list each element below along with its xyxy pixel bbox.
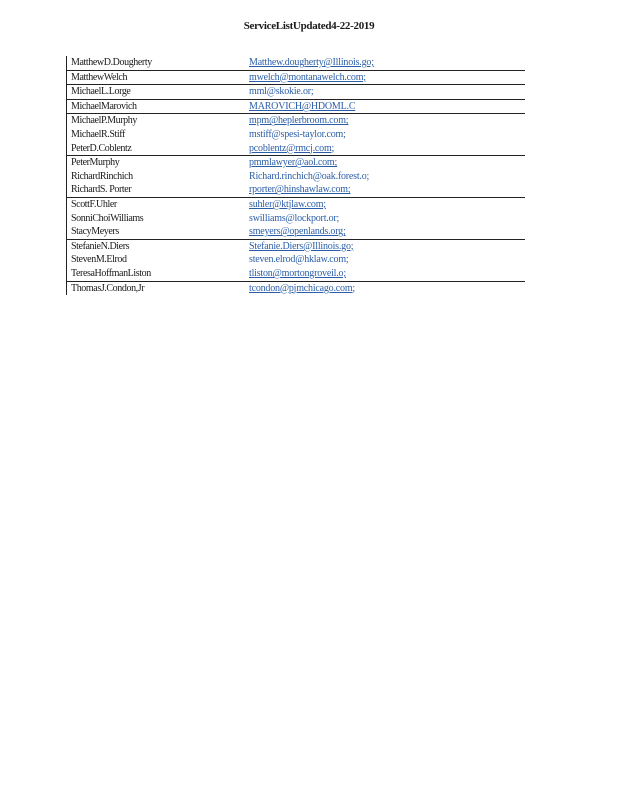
contact-email-link[interactable]: mml@skokie.or; — [249, 86, 314, 98]
table-row — [67, 84, 525, 99]
contact-email-link[interactable]: mstiff@spesi-taylor.com; — [249, 128, 346, 140]
contact-name: MichaelR.Stiff — [71, 128, 125, 140]
contact-name: SonniChoiWilliams — [71, 212, 144, 224]
contact-name: MichaelMarovich — [71, 100, 137, 112]
contact-email-link[interactable]: Stefanie.Diers@Illinois.go; — [249, 240, 354, 252]
table-row — [67, 56, 525, 70]
contact-name: PeterMurphy — [71, 157, 120, 169]
contact-email-link[interactable]: mpm@heplerbroom.com; — [249, 115, 349, 127]
contact-email-link[interactable]: pmmlawyer@aol.com; — [249, 157, 338, 169]
contact-name: StevenM.Elrod — [71, 254, 127, 266]
contact-name: MichaelL.Lorge — [71, 86, 131, 98]
contact-email-link[interactable]: rporter@hinshawlaw.com; — [249, 184, 351, 196]
table-row — [67, 197, 525, 212]
contact-email-link[interactable]: mwelch@montanawelch.com; — [249, 71, 366, 83]
contact-email-link[interactable]: swilliams@lockport.or; — [249, 212, 340, 224]
table-row — [67, 99, 525, 114]
page-title: ServiceListUpdated4-22-2019 — [243, 20, 375, 32]
contact-name: RichardS. Porter — [71, 184, 132, 196]
contact-name: StacyMeyers — [71, 226, 119, 238]
contact-name: TeresaHoffmanListon — [71, 267, 151, 279]
contact-name: PeterD.Coblentz — [71, 142, 132, 154]
contact-email-link[interactable]: tcondon@pjmchicago.com; — [249, 282, 355, 294]
table-row — [67, 281, 525, 296]
table-row — [67, 128, 525, 142]
contact-email-link[interactable]: Richard.rinchich@oak.forest.o; — [249, 170, 370, 182]
contact-email-link[interactable]: tliston@mortongroveil.o; — [249, 267, 346, 279]
contact-name: MichaelP.Murphy — [71, 115, 137, 127]
table-row — [67, 70, 525, 85]
table-row — [67, 142, 525, 156]
table-row — [67, 183, 525, 197]
table-row — [67, 212, 525, 226]
contact-name: MatthewWelch — [71, 71, 128, 83]
contact-email-link[interactable]: MAROVICH@HDOML.C — [249, 100, 356, 112]
contact-name: MatthewD.Dougherty — [71, 57, 152, 68]
contact-email-link[interactable]: pcoblentz@rmcj.com; — [249, 142, 335, 154]
table-row — [67, 155, 525, 170]
table-row — [67, 239, 525, 254]
contact-email-link[interactable]: smeyers@openlands.org; — [249, 226, 346, 238]
table-row — [67, 267, 525, 281]
contact-name: ThomasJ.Condon,Jr — [71, 282, 145, 294]
contact-name: RichardRinchich — [71, 170, 133, 182]
service-list — [66, 56, 525, 295]
contact-email-link[interactable]: Matthew.dougherty@Illinois.go; — [249, 57, 374, 68]
contact-name: ScottF.Uhler — [71, 198, 117, 210]
contact-email-link[interactable]: steven.elrod@hklaw.com; — [249, 254, 349, 266]
table-row — [67, 253, 525, 267]
contact-email-link[interactable]: suhler@ktjlaw.com; — [249, 198, 326, 210]
contact-name: StefanieN.Diers — [71, 240, 130, 252]
table-row — [67, 170, 525, 184]
table-row — [67, 225, 525, 239]
table-row — [67, 113, 525, 128]
